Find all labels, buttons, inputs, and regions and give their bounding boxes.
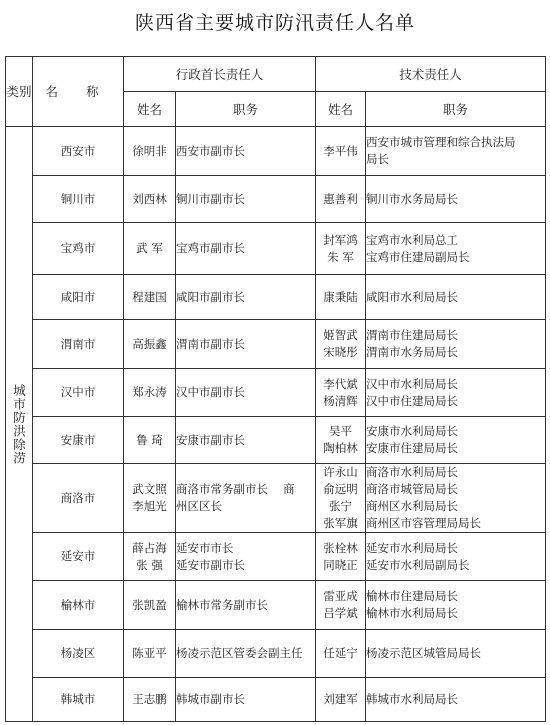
admin-person (124, 464, 176, 533)
admin-person (124, 176, 176, 223)
tech-person-line: 宋晓彤 (323, 345, 358, 359)
tech-person-line: 杨清辉 (323, 393, 358, 408)
tech-person (316, 464, 366, 533)
tech-position (366, 275, 546, 320)
tech-position-line: 汉中市水利局局长 (366, 376, 459, 391)
tech-position-line: 商州区水利局局长 (366, 499, 459, 513)
tech-person-line: 吴平 (329, 424, 353, 438)
tech-person-line: 姬智武 (323, 328, 358, 342)
table-row (6, 533, 546, 581)
table-row (6, 275, 546, 320)
admin-position-line: 延安市市长 (176, 540, 234, 555)
city-name: 咸阳市 (33, 275, 124, 320)
city-name: 杨凌区 (33, 630, 124, 678)
tech-position-line: 韩城市水利局局长 (366, 692, 459, 706)
tech-person (316, 417, 366, 464)
city-name: 安康市 (33, 417, 124, 464)
header-name-text: 名 称 (45, 84, 111, 99)
tech-person (316, 275, 366, 320)
tech-person-line: 张栓林 (323, 540, 358, 555)
admin-person-line: 张 强 (136, 557, 163, 572)
admin-position-line: 铜川市副市长 (176, 191, 245, 206)
city-name: 商洛市 (33, 464, 124, 533)
admin-person-line: 陈亚平 (132, 646, 167, 660)
tech-position (366, 223, 546, 275)
city-name: 延安市 (33, 533, 124, 581)
tech-position-line: 铜川市水务局局长 (366, 191, 459, 206)
city-name: 铜川市 (33, 176, 124, 223)
header-admin-position: 职务 (176, 92, 316, 127)
admin-person (124, 533, 176, 581)
header-admin-person: 姓名 (124, 92, 176, 127)
header-tech-position: 职务 (366, 92, 546, 127)
tech-position-line: 商洛市城管局局长 (366, 482, 459, 496)
admin-position-line: 杨凌示范区管委会副主任 (176, 646, 303, 660)
admin-position (176, 581, 316, 630)
admin-position (176, 464, 316, 533)
admin-position-line: 宝鸡市副市长 (176, 241, 245, 255)
tech-person-line: 刘建军 (323, 692, 358, 706)
tech-person-line: 同晓正 (323, 557, 358, 572)
city-name: 韩城市 (33, 678, 124, 722)
admin-person-line: 武文照 (132, 482, 167, 496)
tech-person (316, 127, 366, 176)
admin-position-line: 咸阳市副市长 (176, 289, 245, 304)
page-title: 陕西省主要城市防汛责任人名单 (134, 12, 415, 34)
tech-person-line: 康秉陆 (323, 289, 358, 304)
header-admin-group: 行政首长责任人 (124, 57, 316, 92)
tech-position-line: 延安市水利局副局长 (366, 557, 470, 572)
admin-position (176, 223, 316, 275)
table-body (6, 127, 546, 722)
tech-position-line: 渭南市水务局局长 (366, 345, 459, 359)
admin-position (176, 320, 316, 369)
tech-position-line: 商洛市水利局局长 (366, 465, 459, 479)
table-row (6, 417, 546, 464)
tech-person-line: 张军旗 (323, 516, 358, 530)
tech-person-line: 陶柏林 (323, 441, 358, 455)
admin-position (176, 630, 316, 678)
admin-person (124, 275, 176, 320)
tech-position-line: 宝鸡市住建局副局长 (366, 249, 470, 264)
tech-position-line: 局长 (366, 152, 390, 166)
admin-position-line: 安康市副市长 (176, 432, 245, 447)
tech-position-line: 安康市水利局局长 (366, 424, 459, 438)
tech-position-line: 杨凌示范区城管局局长 (366, 646, 482, 660)
admin-person-line: 李旭光 (132, 499, 167, 513)
tech-person (316, 581, 366, 630)
tech-person-line: 雷亚成 (323, 589, 358, 603)
admin-person-line: 程建国 (132, 289, 167, 304)
category-cell (6, 127, 33, 722)
city-name: 榆林市 (33, 581, 124, 630)
header-category: 类别 (6, 57, 33, 127)
tech-person-line: 俞远明 (323, 482, 358, 496)
admin-position-line: 渭南市副市长 (176, 336, 245, 351)
admin-person (124, 320, 176, 369)
city-name: 宝鸡市 (33, 223, 124, 275)
tech-position (366, 320, 546, 369)
admin-person (124, 223, 176, 275)
admin-position-line: 汉中市副市长 (176, 385, 245, 399)
tech-person-line: 朱 军 (327, 249, 354, 264)
tech-position-line: 咸阳市水利局局长 (366, 289, 459, 304)
table-row (6, 223, 546, 275)
responsibility-table (5, 56, 546, 722)
header-name (33, 57, 124, 127)
admin-person-line: 郑永涛 (132, 385, 167, 399)
tech-position (366, 464, 546, 533)
admin-position (176, 275, 316, 320)
admin-person (124, 630, 176, 678)
tech-person (316, 678, 366, 722)
admin-person-line: 徐明非 (132, 143, 167, 158)
admin-position-line: 州区区长 (176, 499, 222, 513)
admin-position-line: 榆林市常务副市长 (176, 597, 268, 612)
tech-position (366, 630, 546, 678)
admin-position-line: 延安市副市长 (176, 557, 245, 572)
header-tech-person: 姓名 (316, 92, 366, 127)
admin-position (176, 127, 316, 176)
table-row (6, 464, 546, 533)
admin-person-line: 刘西林 (132, 191, 167, 206)
tech-position (366, 127, 546, 176)
tech-position (366, 581, 546, 630)
city-name: 渭南市 (33, 320, 124, 369)
tech-position-line: 西安市城市管理和综合执法局 (366, 135, 516, 149)
table-row (6, 369, 546, 417)
tech-person-line: 李代斌 (323, 376, 358, 391)
table-row (6, 127, 546, 176)
admin-person-line: 鲁 琦 (136, 432, 163, 447)
admin-person-line: 武 军 (136, 241, 163, 255)
tech-position-line: 渭南市住建局局长 (366, 328, 459, 342)
tech-person-line: 封军鸿 (323, 232, 358, 247)
admin-position-line: 商洛市常务副市长 商 (176, 482, 295, 496)
tech-position-line: 汉中市住建局局长 (366, 393, 459, 408)
admin-person-line: 张凯盈 (132, 597, 167, 612)
table-row (6, 581, 546, 630)
tech-position-line: 榆林市住建局局长 (366, 589, 459, 603)
admin-person-line: 薛占海 (132, 540, 167, 555)
header-tech-group: 技术责任人 (316, 57, 546, 92)
table-row (6, 320, 546, 369)
tech-position (366, 369, 546, 417)
tech-position (366, 533, 546, 581)
admin-position-line: 西安市副市长 (176, 143, 245, 158)
table-row (6, 176, 546, 223)
tech-person-line: 李平伟 (323, 143, 358, 158)
admin-person (124, 417, 176, 464)
tech-person-line: 吕学斌 (323, 606, 358, 620)
admin-position (176, 678, 316, 722)
tech-position (366, 678, 546, 722)
admin-person (124, 127, 176, 176)
tech-position-line: 榆林市水利局局长 (366, 606, 459, 620)
admin-person-line: 王志鹏 (132, 692, 167, 706)
tech-person-line: 许永山 (323, 465, 358, 479)
tech-position-line: 宝鸡市水利局总工 (366, 232, 459, 247)
table-row (6, 630, 546, 678)
admin-person (124, 369, 176, 417)
admin-position (176, 417, 316, 464)
tech-position-line: 安康市住建局局长 (366, 441, 459, 455)
admin-position-line: 韩城市副市长 (176, 692, 245, 706)
tech-person (316, 369, 366, 417)
admin-person (124, 678, 176, 722)
tech-person-line: 任延宁 (323, 646, 358, 660)
tech-person (316, 320, 366, 369)
tech-person (316, 176, 366, 223)
tech-person (316, 533, 366, 581)
category-label: 城市防洪除涝 (11, 383, 27, 465)
tech-person (316, 630, 366, 678)
tech-position (366, 417, 546, 464)
tech-person-line: 惠善利 (323, 191, 358, 206)
admin-person-line: 高振鑫 (132, 336, 167, 351)
admin-position (176, 533, 316, 581)
admin-position (176, 176, 316, 223)
city-name: 西安市 (33, 127, 124, 176)
city-name: 汉中市 (33, 369, 124, 417)
table-row (6, 678, 546, 722)
tech-position (366, 176, 546, 223)
tech-position-line: 商州区市容管理局局长 (366, 516, 482, 530)
tech-person (316, 223, 366, 275)
tech-position-line: 延安市水利局局长 (366, 540, 459, 555)
tech-person-line: 张宁 (329, 499, 353, 513)
admin-person (124, 581, 176, 630)
admin-position (176, 369, 316, 417)
